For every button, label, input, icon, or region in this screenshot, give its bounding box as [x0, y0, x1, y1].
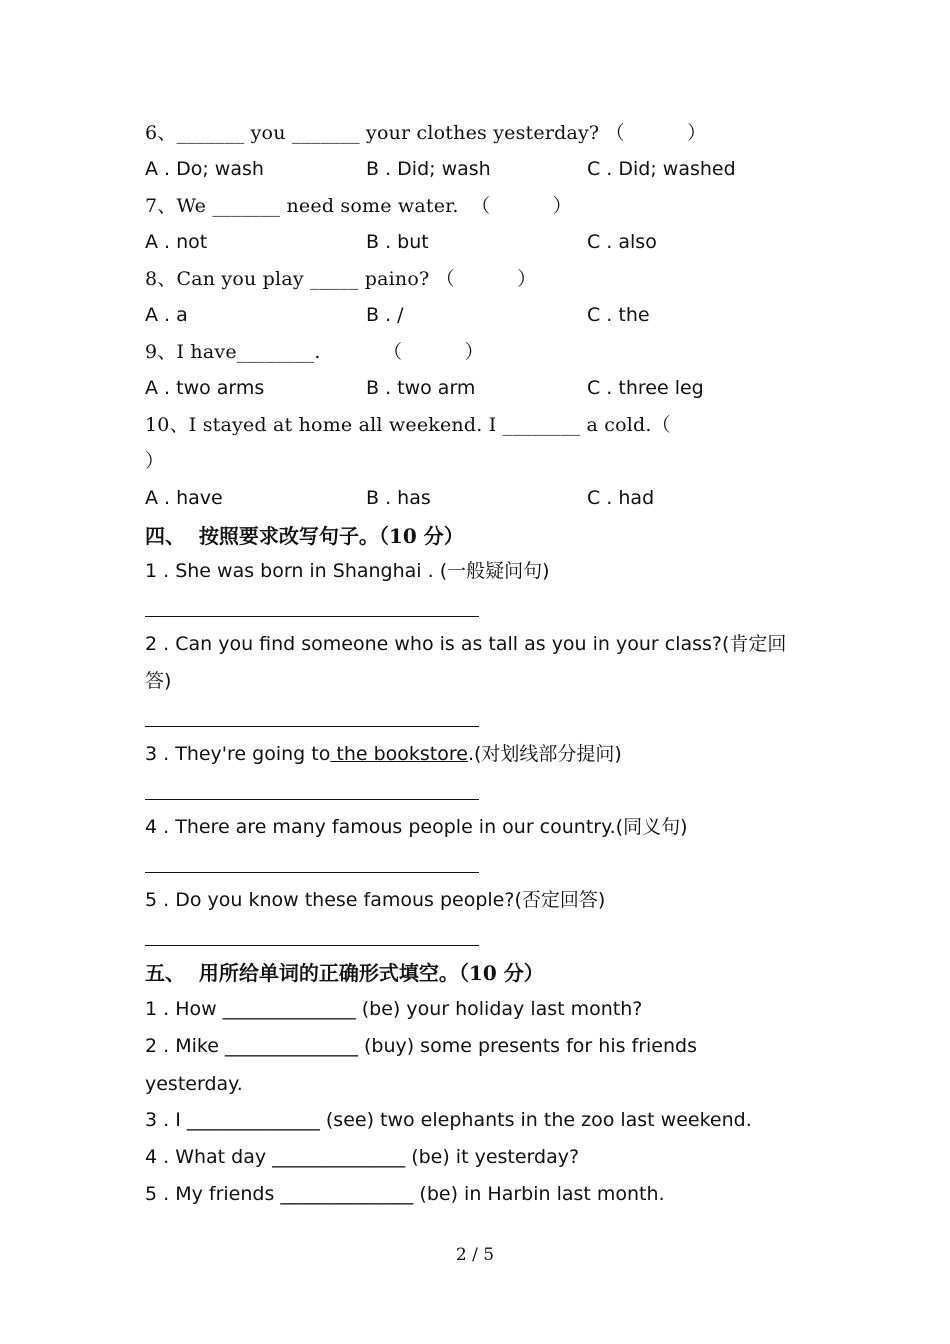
question-10-option-c: C . had — [587, 487, 655, 509]
question-10-stem-continued: ） — [145, 450, 165, 472]
fill-item-2: 2 . Mike ______________ (buy) some presents for his friends — [145, 1035, 698, 1057]
question-8-stem: 8、Can you play _____ paino? （ ） — [145, 268, 537, 290]
underlined-phrase: the bookstore — [330, 743, 468, 765]
rewrite-item-4: 4 . There are many famous people in our country.(同义句) — [145, 816, 688, 838]
question-9-stem: 9、I have________. （ ） — [145, 341, 484, 363]
answer-line-2 — [145, 726, 479, 727]
rewrite-item-1: 1 . She was born in Shanghai . (一般疑问句) — [145, 560, 550, 582]
page-number: 2 / 5 — [455, 1245, 495, 1265]
rewrite-item-3 — [145, 745, 622, 764]
question-9-option-a: A . two arms — [145, 377, 265, 399]
fill-item-3: 3 . I ______________ (see) two elephants in the zoo last weekend. — [145, 1109, 752, 1131]
question-10-option-a: A . have — [145, 487, 223, 509]
question-8-option-b: B . / — [366, 304, 404, 326]
question-7-option-c: C . also — [587, 231, 657, 253]
fill-item-5: 5 . My friends ______________ (be) in Harbin last month. — [145, 1183, 665, 1205]
section-5-heading: 五、 用所给单词的正确形式填空。（10 分） — [145, 961, 544, 985]
rewrite-item-3-suffix: .(对划线部分提问) — [467, 743, 622, 765]
question-6-stem: 6、_______ you _______ your clothes yesterday? （ ） — [145, 122, 707, 144]
question-6-option-b: B . Did; wash — [366, 158, 491, 180]
question-7-option-a: A . not — [145, 231, 208, 253]
answer-line-4 — [145, 872, 479, 873]
question-9-option-c: C . three leg — [587, 377, 704, 399]
question-8-option-a: A . a — [145, 304, 188, 326]
rewrite-item-5: 5 . Do you know these famous people?(否定回答) — [145, 889, 606, 911]
fill-item-1: 1 . How ______________ (be) your holiday last month? — [145, 998, 643, 1020]
question-10-stem: 10、I stayed at home all weekend. I ________ a cold.（ — [145, 414, 671, 436]
question-7-stem: 7、We _______ need some water. （ ） — [145, 195, 572, 217]
fill-item-4: 4 . What day ______________ (be) it yesterday? — [145, 1146, 580, 1168]
question-9-option-b: B . two arm — [366, 377, 476, 399]
rewrite-item-3-prefix: 3 . They're going to — [145, 743, 331, 765]
question-10-option-b: B . has — [366, 487, 431, 509]
question-7-option-b: B . but — [366, 231, 429, 253]
section-4-heading: 四、 按照要求改写句子。（10 分） — [145, 524, 464, 548]
answer-line-3 — [145, 799, 479, 800]
question-6-option-a: A . Do; wash — [145, 158, 264, 180]
rewrite-item-2-continued: 答) — [145, 670, 172, 692]
answer-line-5 — [145, 945, 479, 946]
question-8-option-c: C . the — [587, 304, 650, 326]
answer-line-1 — [145, 616, 479, 617]
rewrite-item-2: 2 . Can you find someone who is as tall as you in your class?(肯定回 — [145, 633, 787, 655]
question-6-option-c: C . Did; washed — [587, 158, 736, 180]
fill-item-2-continued: yesterday. — [145, 1073, 243, 1095]
